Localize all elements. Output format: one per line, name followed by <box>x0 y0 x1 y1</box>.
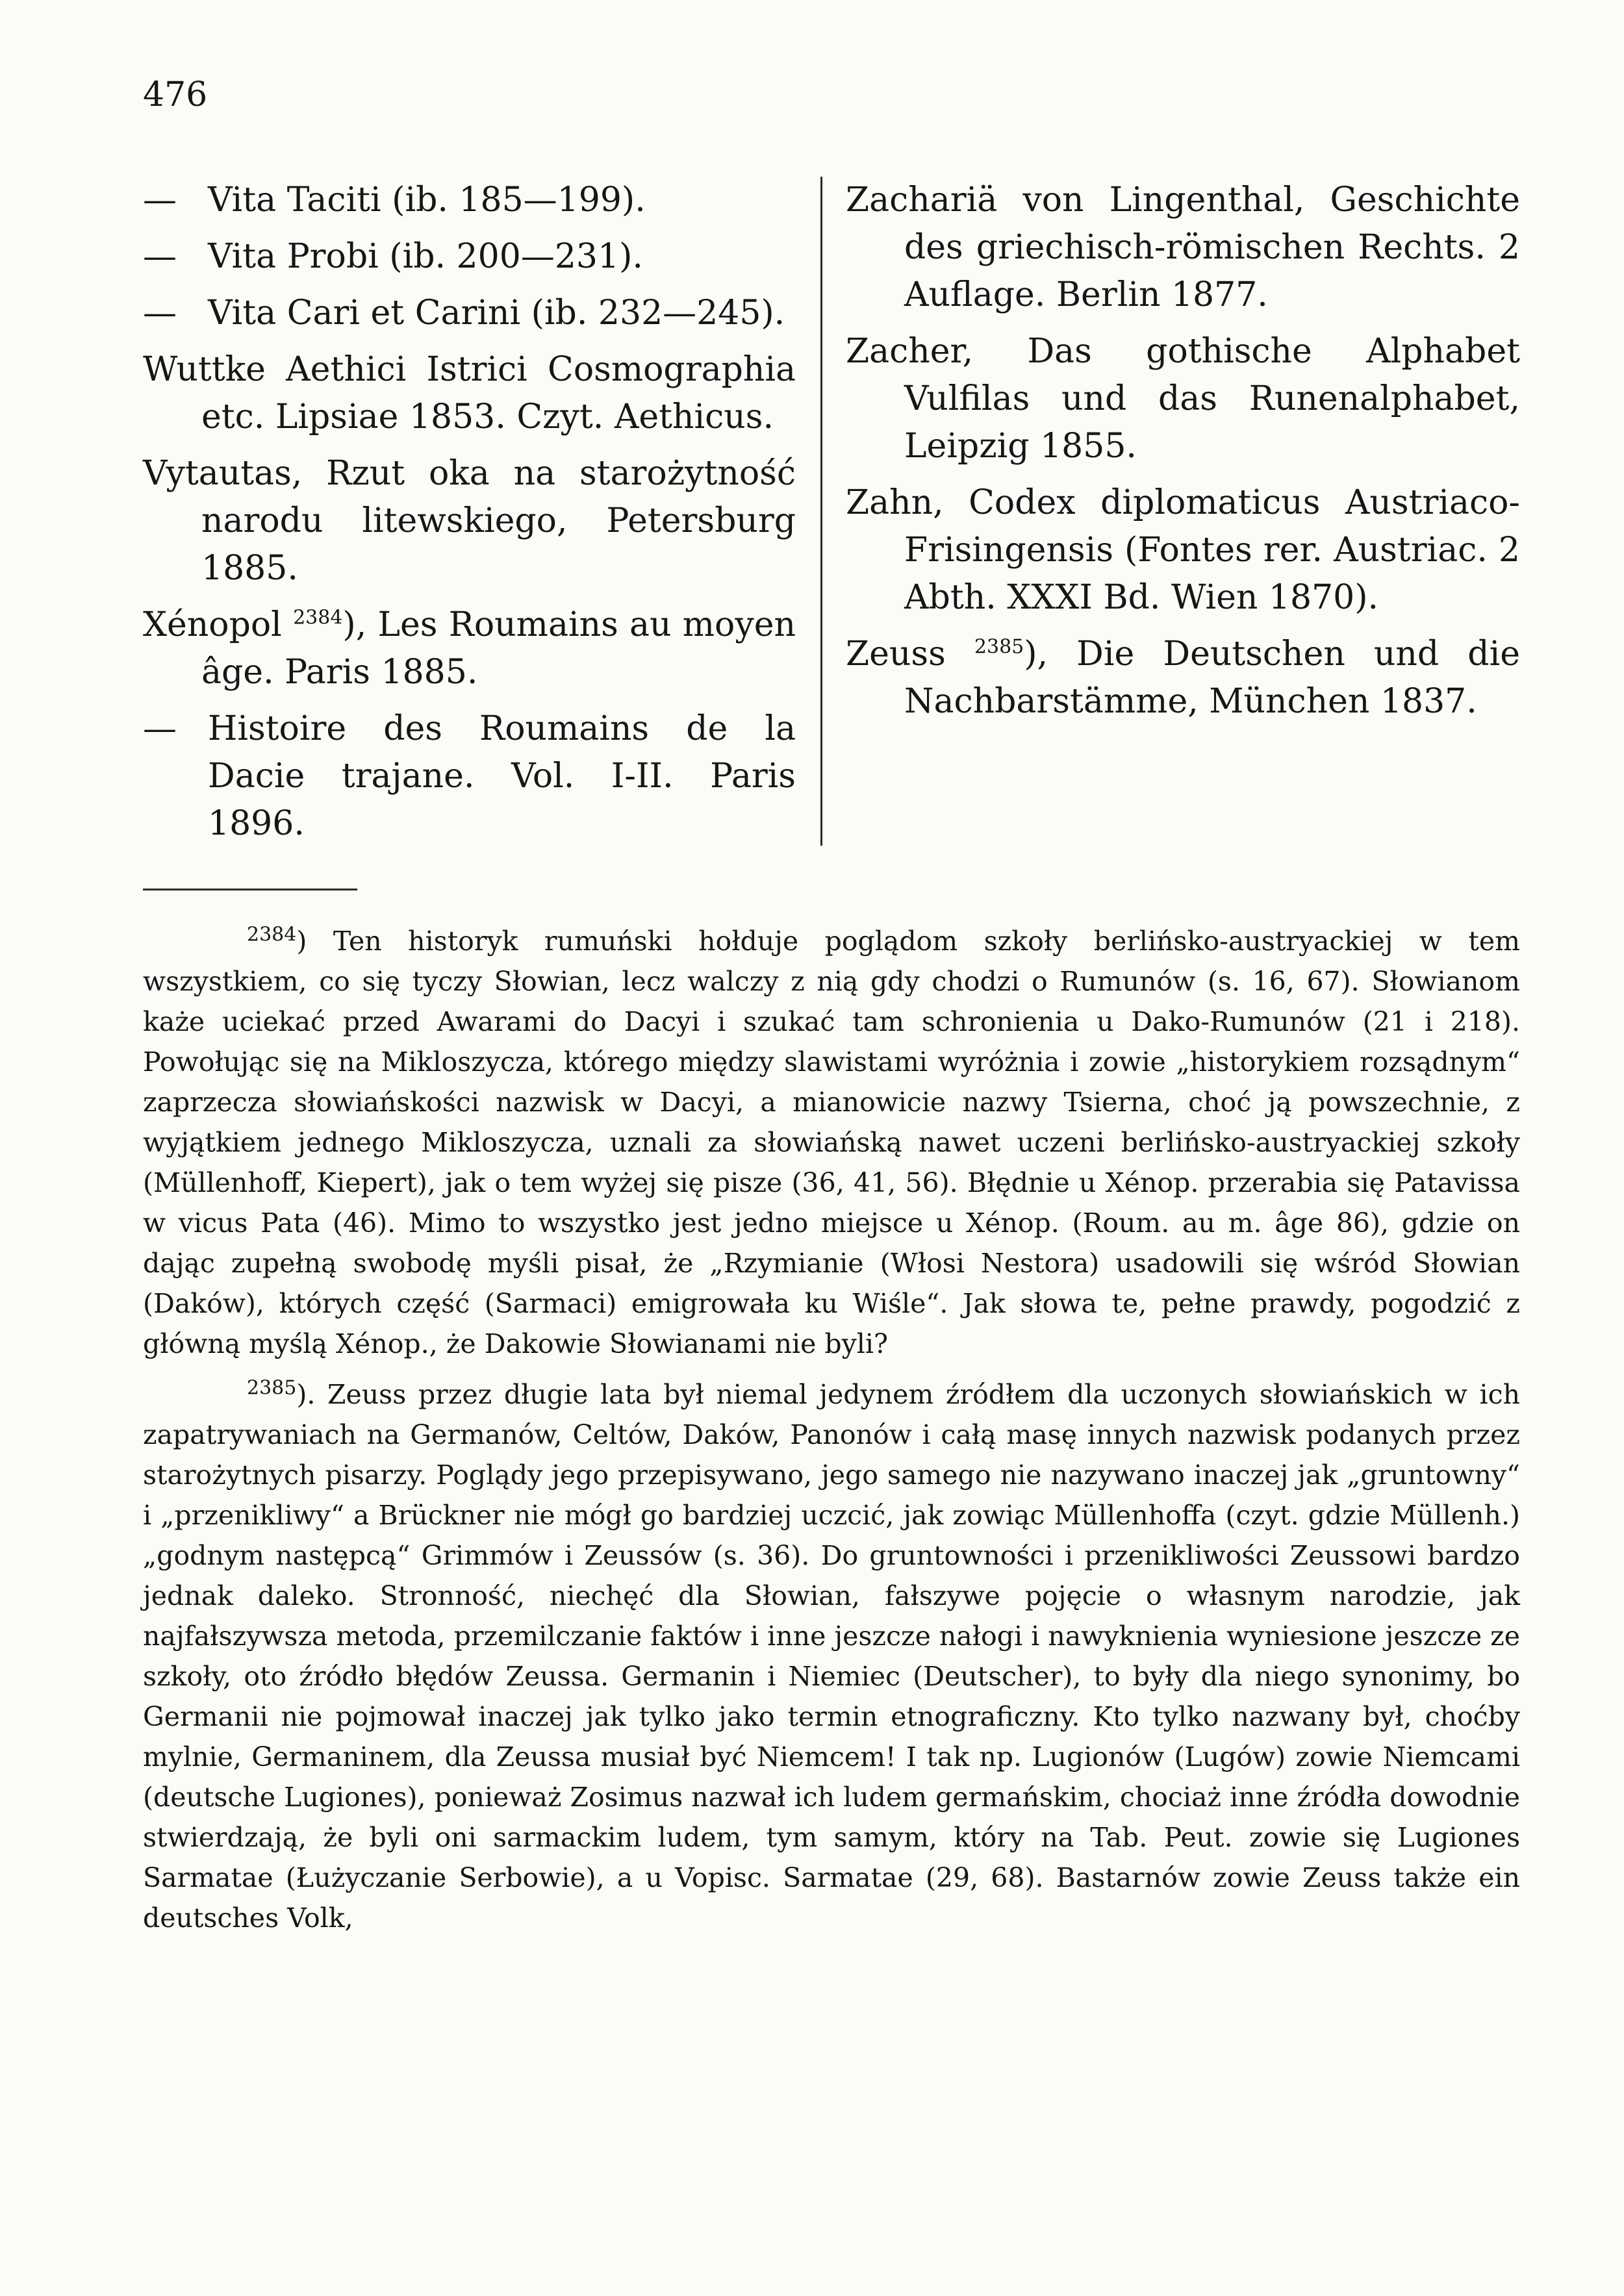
bibliography-entry <box>846 177 1520 319</box>
right-column <box>846 177 1520 735</box>
bibliography-entry <box>143 346 796 441</box>
footnote-text: ). Zeuss przez długie lata był niemal jedynem źródłem dla uczonych słowiańskich w ich zapatrywaniach na Germanów, Celtów, Daków, Panonów i całą masę innych nazwisk podanych przez starożytnych pisarzy. Poglądy jego przepisywano, jego samego nie nazywano inaczej jak „gruntowny“ i „przenikliwy“ a Brückner nie mógł go bardziej uczcić, jak zowiąc Müllenhoffa (czyt. gdzie Müllenh.) „godnym następcą“ Grimmów i Zeussów (s. 36). Do gruntowności i przenikliwości Zeussowi bardzo jednak daleko. Stronność, niechęć dla Słowian, fałszywe pojęcie o własnym narodzie, jak najfałszywsza metoda, przemilczanie faktów i inne jeszcze nałogi i nawyknienia wyniesione jeszcze ze szkoły, oto źródło błędów Zeussa. Germanin i Niemiec (Deutscher), to były dla niego synonimy, bo Germanii nie pojmował inaczej jak tylko jako termin etnograficzny. Kto tylko nazwany był, choćby mylnie, Germaninem, dla Zeussa musiał być Niemcem! I tak np. Lugionów (Lugów) zowie Niemcami (deutsche Lugiones), ponieważ Zosimus nazwał ich ludem germańskim, chociaż inne źródła dowodnie stwierdzają, że byli oni sarmackim ludem, tym samym, który na Tab. Peut. zowie się Lugiones Sarmatae (Łużyczanie Serbowie), a u Vopisc. Sarmatae (29, 68). Bastarnów zowie Zeuss także ein deutsches Volk, <box>143 1379 1520 1934</box>
bibliography-entry <box>846 631 1520 725</box>
footnote-reference: 2384 <box>293 606 343 629</box>
bibliography-columns <box>143 177 1520 855</box>
entry-dash: — <box>143 709 177 748</box>
entry-text: Vita Probi (ib. 200—231). <box>208 237 643 276</box>
entry-text: Vita Taciti (ib. 185—199). <box>208 181 646 220</box>
footnotes <box>143 921 1520 1949</box>
footnote-text: ) Ten historyk rumuński hołduje poglądom szkoły berlińsko-austryackiej w tem wszystkiem, co się tyczy Słowian, lecz walczy z nią gdy chodzi o Rumunów (s. 16, 67). Słowianom każe uciekać przed Awarami do Dacyi i szukać tam schronienia u Dako-Rumunów (21 i 218). Powołując się na Mikloszycza, którego między slawistami wyróżnia i zowie „historykiem rozsądnym“ zaprzecza słowiańskości nazwisk w Dacyi, a mianowicie nazwy Tsierna, choć ją powszechnie, z wyjątkiem jednego Mikloszycza, uznali za słowiańską nawet uczeni berlińsko-austryackiej szkoły (Müllenhoff, Kiepert), jak o tem wyżej się pisze (36, 41, 56). Błędnie u Xénop. przerabia się Patavissa w vicus Pata (46). Mimo to wszystko jest jedno miejsce u Xénop. (Roum. au m. âge 86), gdzie on dając zupełną swobodę myśli pisał, że „Rzymianie (Włosi Nestora) usadowili się wśród Słowian (Daków), których część (Sarmaci) emigrowała ku Wiśle“. Jak słowa te, pełne prawdy, pogodzić z główną myślą Xénop., że Dakowie Słowianami nie byli? <box>143 926 1520 1359</box>
entry-text: Histoire des Roumains de la Dacie trajane. Vol. I-II. Paris 1896. <box>208 709 796 843</box>
entry-text: Wuttke Aethici Istrici Cosmographia etc. Lipsiae 1853. Czyt. Aethicus. <box>143 350 796 436</box>
entry-text: Zachariä von Lingenthal, Geschichte des griechisch-römischen Rechts. 2 Auflage. Berlin 1877. <box>846 181 1520 314</box>
bibliography-entry <box>846 479 1520 622</box>
left-column <box>143 177 796 857</box>
entry-dash: — <box>143 294 177 333</box>
footnote-number: 2384 <box>247 923 297 946</box>
bibliography-entry <box>143 705 796 848</box>
entry-text: Zahn, Codex diplomaticus Austriaco-Frisingensis (Fontes rer. Austriac. 2 Abth. XXXI Bd. Wien 1870). <box>846 483 1520 617</box>
entry-dash: — <box>143 181 177 220</box>
bibliography-entry <box>143 450 796 592</box>
bibliography-entry <box>143 601 796 696</box>
bibliography-entry <box>143 177 796 224</box>
footnote <box>143 1374 1520 1938</box>
footnote-reference: 2385 <box>974 635 1024 659</box>
bibliography-entry <box>846 328 1520 470</box>
entry-text: Vita Cari et Carini (ib. 232—245). <box>208 294 785 333</box>
bibliography-entry <box>143 290 796 337</box>
entry-text: Zacher, Das gothische Alphabet Vulfilas und das Runenalphabet, Leipzig 1855. <box>846 332 1520 466</box>
entry-text: ), Les Roumains au moyen âge. Paris 1885. <box>201 605 796 692</box>
footnote-rule <box>143 889 357 890</box>
footnote-number: 2385 <box>247 1376 297 1400</box>
entry-text: Vytautas, Rzut oka na starożytność narodu litewskiego, Petersburg 1885. <box>143 454 796 588</box>
page-number: 476 <box>143 75 208 114</box>
bibliography-entry <box>143 233 796 281</box>
footnote <box>143 921 1520 1364</box>
entry-dash: — <box>143 237 177 276</box>
entry-author: Zeuss <box>846 635 974 674</box>
entry-author: Xénopol <box>143 605 294 644</box>
column-divider <box>820 177 822 846</box>
entry-text: ), Die Deutschen und die Nachbarstämme, München 1837. <box>904 635 1521 721</box>
